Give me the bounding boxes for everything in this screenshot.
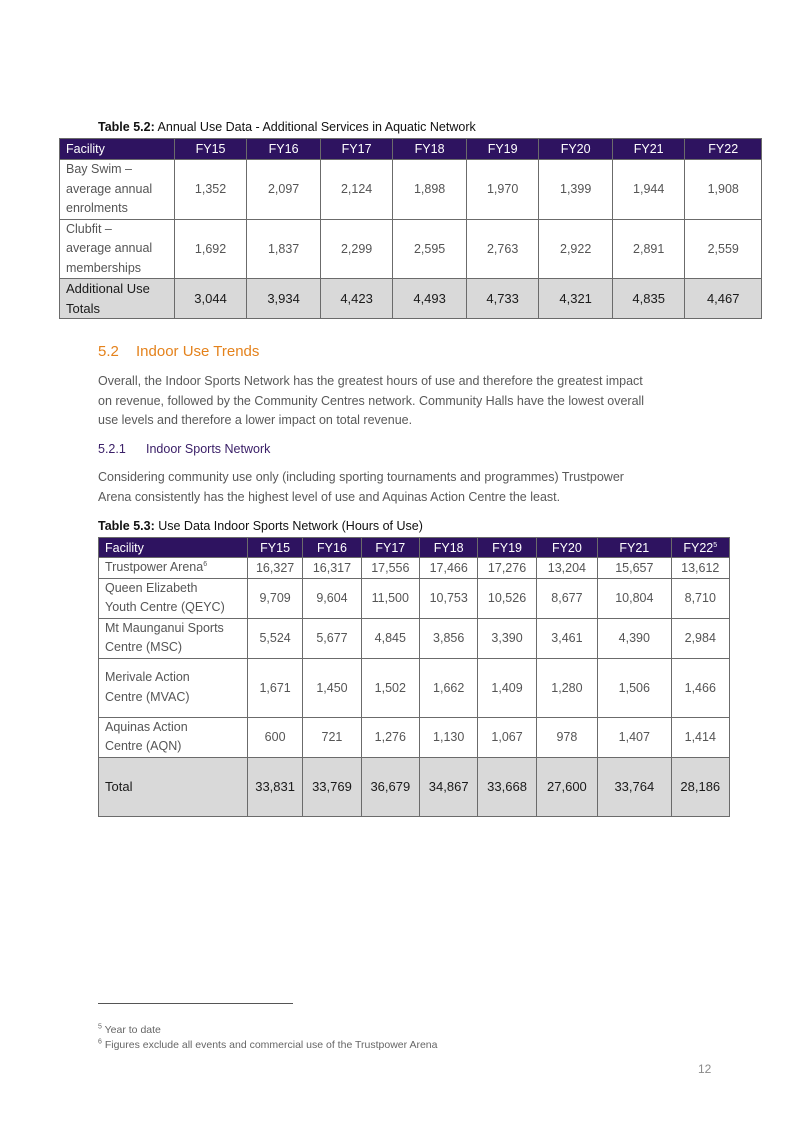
section-heading [98,343,259,360]
table-header-row [60,139,762,160]
subsection-title: Indoor Sports Network [146,442,271,456]
column-header-text: FY20 [551,540,582,555]
column-header-text: FY17 [375,540,406,555]
row-label [99,558,248,579]
footnote-mark: 5 [713,541,718,549]
table-cell: 33,764 [598,757,671,816]
table-cell: 9,709 [247,578,302,618]
column-header-text: FY15 [195,142,226,156]
table-cell: 4,733 [466,279,539,319]
row-label-line: Additional Use [66,281,150,296]
row-label [60,160,175,220]
row-label [99,618,248,658]
column-header-fy22 [671,538,729,558]
table-row [60,160,762,220]
table-cell: 16,327 [247,558,302,579]
row-label-line: Centre (MSC) [105,640,183,654]
row-label-line: Clubfit – [66,221,112,236]
column-header-fy15 [174,139,247,160]
table-cell: 4,390 [598,618,671,658]
table-row [99,618,730,658]
row-label-line: Aquinas Action [105,719,188,734]
table-cell: 1,662 [420,658,478,717]
table-cell: 1,944 [612,160,685,220]
column-header-text: FY18 [433,540,464,555]
column-header-fy19 [478,538,536,558]
table-cell: 4,835 [612,279,685,319]
column-header-fy20 [539,139,613,160]
footnote-mark: 6 [203,560,208,568]
table-cell: 2,299 [320,219,393,279]
section-title: Indoor Use Trends [136,343,260,360]
table-cell: 27,600 [536,757,597,816]
table-cell: 1,502 [361,658,419,717]
table-cell: 3,934 [247,279,321,319]
row-label [99,578,248,618]
column-header-fy18 [393,139,467,160]
table-caption [98,519,423,533]
column-header-text: FY19 [487,142,518,156]
table-cell: 16,317 [303,558,361,579]
table-cell: 1,692 [174,219,247,279]
table-cell: 4,423 [320,279,393,319]
table-cell: 1,399 [539,160,613,220]
subsection-number: 5.2.1 [98,442,126,456]
table-cell: 4,467 [685,279,762,319]
column-header-text: FY22 [708,142,739,156]
footnote-text: Figures exclude all events and commercial use of the Trustpower Arena [101,1039,438,1051]
table-cell: 1,450 [303,658,361,717]
table-cell: 33,831 [247,757,302,816]
table-row [60,219,762,279]
paragraph-line: Arena consistently has the highest level of use and Aquinas Action Centre the least. [98,489,561,504]
table-cell: 1,414 [671,717,729,757]
column-header-fy17 [320,139,393,160]
column-header-fy19 [466,139,539,160]
table-cell: 1,671 [247,658,302,717]
table-cell: 17,276 [478,558,536,579]
row-label-line: enrolments [66,201,128,215]
footnote-mark: 6 [98,1038,102,1046]
table-cell: 1,276 [361,717,419,757]
column-header-fy18 [420,538,478,558]
row-label-line: memberships [66,260,142,275]
table-cell: 10,753 [420,578,478,618]
table-cell: 1,352 [174,160,247,220]
table-cell: 1,908 [685,160,762,220]
table-cell: 2,984 [671,618,729,658]
paragraph-line: on revenue, followed by the Community Centres network. Community Halls have the lowest overall [98,393,645,408]
column-header-text: FY20 [560,142,591,156]
table-cell: 2,891 [612,219,685,279]
table-row [99,558,730,579]
row-label-line: average annual [66,241,153,255]
column-header-fy21 [612,139,685,160]
table-cell: 2,097 [247,160,321,220]
paragraph-line: use levels and therefore a lower impact on total revenue. [98,413,413,427]
table-cell: 1,407 [598,717,671,757]
table-cell: 5,677 [303,618,361,658]
table-cell: 3,461 [536,618,597,658]
table-cell: 3,044 [174,279,247,319]
footnote [98,1023,438,1038]
row-label-line: Centre (MVAC) [105,689,190,704]
footnote-separator [98,1003,293,1004]
row-label-line: average annual [66,181,153,196]
table-cell: 33,769 [303,757,361,816]
table-cell: 1,280 [536,658,597,717]
table-cell: 15,657 [598,558,671,579]
column-header-fy16 [247,139,321,160]
table-cell: 3,390 [478,618,536,658]
column-header-fy22 [685,139,762,160]
footnote-mark: 5 [98,1023,102,1031]
column-header-facility [60,139,175,160]
row-label [60,279,175,319]
paragraph-line: Overall, the Indoor Sports Network has the greatest hours of use and therefore the greatest impact [98,374,643,388]
column-header-text: FY17 [341,142,372,156]
indoor-sports-table [98,537,730,817]
table-cell: 5,524 [247,618,302,658]
table-cell: 600 [247,717,302,757]
table-cell: 4,493 [393,279,467,319]
table-cell: 1,130 [420,717,478,757]
table-cell: 17,466 [420,558,478,579]
table-cell: 13,204 [536,558,597,579]
table-cell: 1,409 [478,658,536,717]
footnote [98,1038,438,1053]
row-label-line: Mt Maunganui Sports [105,620,224,635]
column-header-fy20 [536,538,597,558]
table-cell: 33,668 [478,757,536,816]
column-header-text: FY22 [683,540,714,555]
table-cell: 4,845 [361,618,419,658]
column-header-text: FY15 [260,540,291,555]
column-header-fy15 [247,538,302,558]
column-header-facility [99,538,248,558]
table-cell: 11,500 [361,578,419,618]
table-cell: 36,679 [361,757,419,816]
table-cell: 1,837 [247,219,321,279]
column-header-text: Facility [66,142,105,156]
table-cell: 2,124 [320,160,393,220]
table-cell: 2,922 [539,219,613,279]
row-label [99,717,248,757]
table-cell: 2,763 [466,219,539,279]
table-cell: 13,612 [671,558,729,579]
table-cell: 1,466 [671,658,729,717]
page-number: 12 [698,1062,712,1076]
column-header-text: FY16 [317,540,347,555]
table-row [99,717,730,757]
row-label [60,219,175,279]
column-header-fy16 [303,538,361,558]
table-cell: 1,970 [466,160,539,220]
table-cell: 10,804 [598,578,671,618]
column-header-text: FY21 [619,540,650,555]
row-label-line: Bay Swim – [66,162,132,176]
table-header-row [99,538,730,558]
footnotes [98,1023,438,1053]
totals-row [99,757,730,816]
table-cell: 17,556 [361,558,419,579]
row-label-line: Centre (AQN) [105,739,182,753]
column-header-text: Facility [105,540,144,555]
column-header-text: FY18 [414,142,445,156]
table-cell: 978 [536,717,597,757]
table-cell: 28,186 [671,757,729,816]
row-label-line: Total [105,778,133,794]
row-label-line: Totals [66,300,100,316]
column-header-fy21 [598,538,671,558]
row-label-line: Merivale Action [105,670,190,684]
row-label-line: Queen Elizabeth [105,580,198,595]
section-number: 5.2 [98,343,119,360]
subsection-heading [98,442,270,456]
table-row [99,578,730,618]
aquatic-services-table [59,138,762,319]
table-cell: 1,898 [393,160,467,220]
table-cell: 10,526 [478,578,536,618]
column-header-fy17 [361,538,419,558]
table-cell: 4,321 [539,279,613,319]
table-cell: 9,604 [303,578,361,618]
subsection-paragraph [98,468,738,507]
row-label [99,757,248,816]
row-label-line: Trustpower Arena$^6$ [105,560,208,574]
row-label [99,658,248,717]
table-cell: 721 [303,717,361,757]
table-cell: 1,067 [478,717,536,757]
column-header-text: FY19 [492,540,522,555]
table-cell: 34,867 [420,757,478,816]
totals-row [60,279,762,319]
row-label-line: Youth Centre (QEYC) [105,600,225,614]
footnote-text: Year to date [101,1024,161,1036]
table-caption-text: Annual Use Data - Additional Services in Aquatic Network [157,120,476,134]
table-cell: 1,506 [598,658,671,717]
table-cell: 2,595 [393,219,467,279]
column-header-text: FY21 [633,142,664,156]
table-caption-text: Use Data Indoor Sports Network (Hours of Use) [158,519,423,533]
table-caption-label: Table 5.3: [98,519,155,533]
table-caption-label: Table 5.2: [98,120,155,134]
table-cell: 3,856 [420,618,478,658]
table-row [99,658,730,717]
paragraph-line: Considering community use only (including sporting tournaments and programmes) Trustpower [98,470,624,484]
table-cell: 8,677 [536,578,597,618]
table-cell: 2,559 [685,219,762,279]
table-cell: 8,710 [671,578,729,618]
column-header-text: FY16 [268,142,299,156]
table-caption [98,120,476,134]
section-paragraph [98,372,738,431]
